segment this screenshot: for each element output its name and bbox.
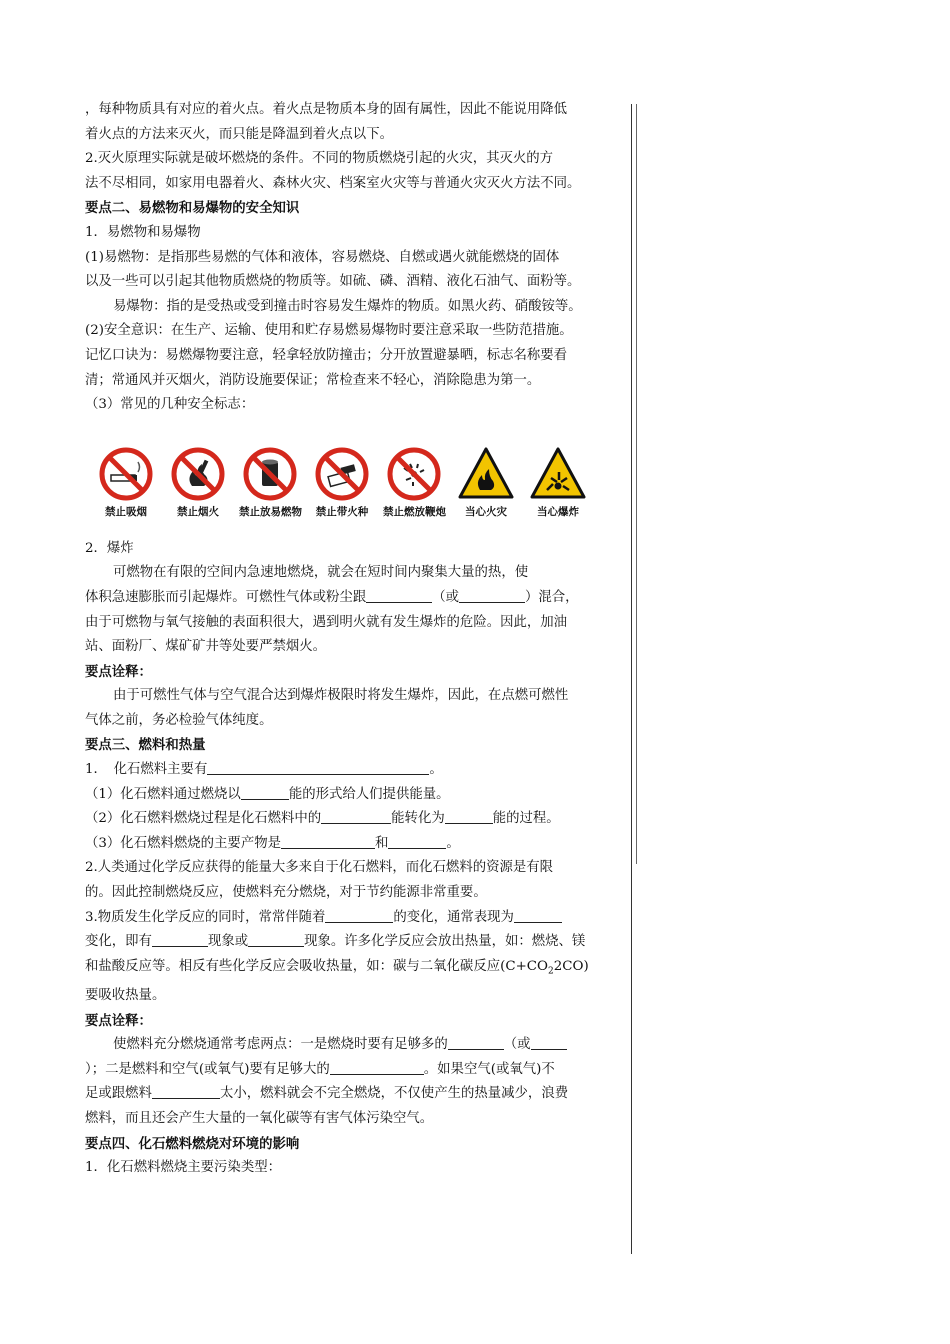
fill-blank[interactable]	[448, 1034, 504, 1050]
text-line: 要吸收热量。	[85, 988, 166, 1004]
sign-label: 禁止带火种	[315, 505, 369, 518]
no-smoking-icon	[98, 446, 154, 502]
text-line	[85, 1082, 595, 1107]
text-line: 由于可燃物与氧气接触的表面积很大，遇到明火就有发生爆炸的危险。因此，加油	[85, 614, 568, 630]
text-fragment: ）；二是燃料和空气(或氧气)要有足够大的	[85, 1061, 330, 1077]
text-line	[85, 783, 595, 808]
text-line: 2.灭火原理实际就是破坏燃烧的条件。不同的物质燃烧引起的火灾，其灭火的方	[85, 151, 554, 167]
fill-blank[interactable]	[459, 587, 525, 603]
text-fragment: （或	[432, 589, 459, 605]
sign-explosion-warning	[527, 446, 589, 519]
key-note-heading: 要点诠释：	[85, 1012, 152, 1029]
fill-blank[interactable]	[388, 833, 446, 849]
text-fragment: 太小，燃料就会不完全燃烧，不仅使产生的热量减少，浪费	[219, 1086, 569, 1102]
fill-blank[interactable]	[281, 833, 375, 849]
no-kindling-icon	[314, 446, 370, 502]
text-fragment: 。	[446, 835, 460, 851]
subheading: 2．爆炸	[85, 540, 134, 556]
fill-blank[interactable]	[248, 931, 304, 947]
explosion-warning-icon	[529, 446, 587, 502]
text-fragment: 现象或	[207, 934, 249, 950]
text-fragment: （1）化石燃料通过燃烧以	[85, 786, 241, 802]
text-line: 易爆物：指的是受热或受到撞击时容易发生爆炸的物质。如黑火药、硝酸铵等。	[113, 298, 582, 314]
text-line	[85, 1033, 595, 1058]
sign-label: 当心火灾	[465, 505, 507, 518]
text-line	[85, 758, 595, 783]
page-margin-line-inner	[636, 104, 637, 864]
section-heading: 要点二、易燃物和易爆物的安全知识	[85, 200, 300, 217]
text-line: (2)安全意识：在生产、运输、使用和贮存易燃易爆物时要注意采取一些防范措施。	[85, 323, 573, 339]
fill-blank[interactable]	[241, 784, 289, 800]
text-line: 气体之前，务必检验气体纯度。	[85, 712, 273, 728]
sign-no-flammable	[239, 446, 301, 519]
text-line: 以及一些可以引起其他物质燃烧的物质等。如硫、磷、酒精、液化石油气、面粉等。	[85, 274, 581, 290]
text-line: ，每种物质具有对应的着火点。着火点是物质本身的固有属性，因此不能说用降低	[85, 102, 568, 117]
text-fragment: 体积急速膨胀而引起爆炸。可燃性气体或粉尘跟	[85, 589, 367, 605]
text-line: 法不尽相同，如家用电器着火、森林火灾、档案室火灾等与普通火灾灭火方法不同。	[85, 175, 581, 191]
fill-blank[interactable]	[445, 808, 493, 824]
text-line	[85, 1058, 595, 1083]
text-line: 2.人类通过化学反应获得的能量大多来自于化石燃料，而化石燃料的资源是有限	[85, 860, 554, 876]
text-line: （3）常见的几种安全标志：	[85, 397, 255, 413]
document-body	[85, 98, 595, 1181]
text-line	[85, 807, 595, 832]
fire-warning-icon	[457, 446, 515, 502]
fill-blank[interactable]	[514, 907, 562, 923]
text-line: 的。因此控制燃烧反应，使燃料充分燃烧，对于节约能源非常重要。	[85, 885, 487, 901]
fill-blank[interactable]	[321, 808, 391, 824]
text-fragment: 的变化，通常表现为	[393, 909, 514, 925]
key-note-heading: 要点诠释：	[85, 663, 152, 680]
text-fragment: 变化，即有	[85, 934, 152, 950]
text-fragment: 。	[429, 762, 443, 778]
text-line	[85, 832, 595, 857]
section-heading: 要点三、燃料和热量	[85, 737, 206, 754]
text-line: 记忆口诀为：易燃爆物要注意，轻拿轻放防撞击；分开放置避暴晒，标志名称要看	[85, 347, 568, 363]
subscript: 2	[548, 966, 554, 977]
text-fragment: 1． 化石燃料主要有	[85, 762, 208, 778]
text-line: 可燃物在有限的空间内急速地燃烧，就会在短时间内聚集大量的热，使	[113, 565, 529, 581]
text-line	[85, 586, 595, 611]
subheading: 1．易燃物和易爆物	[85, 224, 201, 240]
sign-no-kindling	[311, 446, 373, 519]
text-line: (1)易燃物：是指那些易燃的气体和液体，容易燃烧、自燃或遇火就能燃烧的固体	[85, 249, 560, 265]
text-fragment: 能的过程。	[492, 811, 560, 827]
fill-blank[interactable]	[152, 1083, 220, 1099]
text-fragment: 和盐酸反应等。相反有些化学反应会吸收热量，如：碳与二氧化碳反应(C+CO	[85, 958, 549, 974]
text-line: 站、面粉厂、煤矿矿井等处要严禁烟火。	[85, 639, 327, 655]
text-fragment: 足或跟燃料	[85, 1086, 152, 1102]
fill-blank[interactable]	[207, 759, 429, 775]
text-line	[85, 930, 595, 955]
text-fragment: （或	[503, 1037, 531, 1053]
text-line: 燃料，而且还会产生大量的一氧化碳等有害气体污染空气。	[85, 1111, 434, 1127]
fill-blank[interactable]	[152, 931, 208, 947]
text-line: 着火点的方法来灭火，而只能是降温到着火点以下。	[85, 126, 393, 142]
text-fragment: ）混合，	[524, 589, 579, 605]
text-fragment: 能的形式给人们提供能量。	[288, 786, 450, 802]
text-fragment: （3）化石燃料燃烧的主要产物是	[85, 835, 281, 851]
sign-no-fire	[167, 446, 229, 519]
text-line: 清；常通风并灭烟火，消防设施要保证；常检查来不轻心，消除隐患为第一。	[85, 372, 541, 388]
fill-blank[interactable]	[366, 587, 432, 603]
text-line: 由于可燃性气体与空气混合达到爆炸极限时将发生爆炸，因此，在点燃可燃性	[113, 688, 569, 704]
no-flammable-icon	[242, 446, 298, 502]
no-fire-icon	[170, 446, 226, 502]
text-fragment: 。如果空气(或氧气)不	[423, 1061, 555, 1077]
no-firecrackers-icon	[386, 446, 442, 502]
text-fragment: 使燃料充分燃烧通常考虑两点：一是燃烧时要有足够多的	[113, 1037, 448, 1053]
sign-label: 禁止吸烟	[105, 505, 147, 518]
safety-signs	[95, 446, 595, 519]
text-fragment: 能转化为	[391, 811, 445, 827]
fill-blank[interactable]	[330, 1059, 424, 1075]
sign-no-smoking	[95, 446, 157, 519]
text-line	[85, 906, 595, 931]
sign-label: 禁止放易燃物	[239, 505, 302, 518]
sign-no-firecrackers	[383, 446, 445, 519]
text-line	[85, 955, 595, 984]
fill-blank[interactable]	[325, 907, 393, 923]
text-line: 1．化石燃料燃烧主要污染类型：	[85, 1160, 281, 1176]
section-heading: 要点四、化石燃料燃烧对环境的影响	[85, 1135, 300, 1152]
sign-label: 禁止燃放鞭炮	[383, 505, 446, 518]
fill-blank[interactable]	[531, 1034, 567, 1050]
text-fragment: 3.物质发生化学反应的同时，常常伴随着	[85, 909, 326, 925]
text-fragment: 现象。许多化学反应会放出热量，如：燃烧、镁	[304, 934, 586, 950]
sign-label: 禁止烟火	[177, 505, 219, 518]
page-margin-line	[631, 104, 632, 1254]
text-fragment: 2CO)	[553, 958, 589, 974]
text-fragment: 和	[375, 835, 389, 851]
sign-fire-warning	[455, 446, 517, 519]
text-fragment: （2）化石燃料燃烧过程是化石燃料中的	[85, 811, 322, 827]
sign-label: 当心爆炸	[537, 505, 579, 518]
